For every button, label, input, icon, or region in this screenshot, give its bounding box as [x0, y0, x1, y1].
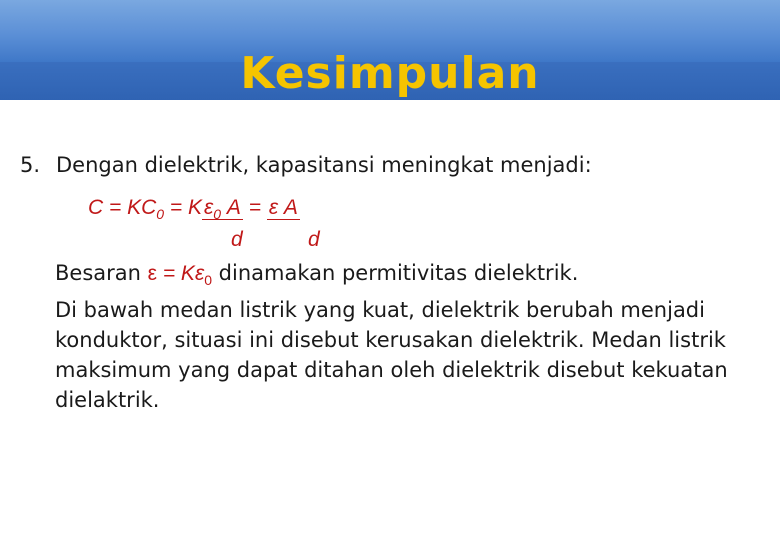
point-number: 5.: [20, 153, 41, 177]
fraction-1: [202, 196, 243, 222]
fraction-2: [267, 196, 300, 220]
formula-equals: =: [242, 196, 267, 219]
besaran-equals: = K: [157, 262, 195, 285]
point-5: [20, 150, 760, 180]
slide-title: Kesimpulan: [240, 48, 540, 99]
fraction-2-area: A: [278, 196, 298, 219]
besaran-sub: 0: [204, 272, 212, 289]
fraction-2-denominator: d: [308, 228, 320, 251]
fraction-1-area: A: [221, 196, 241, 219]
fraction-1-denominator: d: [231, 228, 243, 251]
explanation-block: [55, 258, 755, 415]
point-line: [20, 150, 760, 180]
besaran-prefix: Besaran: [55, 261, 148, 285]
formula-part1: C = KC: [88, 196, 157, 219]
fraction-2-numerator: [267, 196, 300, 220]
epsilon-symbol-4: ε: [194, 262, 205, 285]
point-text: Dengan dielektrik, kapasitansi meningkat menjadi:: [56, 153, 592, 177]
epsilon-symbol-3: ε: [147, 262, 157, 285]
besaran-line: [55, 258, 755, 295]
epsilon-symbol: ε: [204, 196, 214, 219]
epsilon-symbol-2: ε: [268, 196, 279, 219]
capacitance-formula: [88, 196, 300, 222]
formula-part2: = K: [164, 196, 203, 219]
fraction-1-numerator: [202, 196, 243, 223]
formula-sub1: 0: [156, 206, 165, 223]
besaran-suffix: dinamakan permitivitas dielektrik.: [211, 261, 579, 285]
breakdown-paragraph: Di bawah medan listrik yang kuat, dielektrik berubah menjadi konduktor, situasi ini disebut kerusakan dielektrik. Medan listrik maksimum yang dapat ditahan oleh dielektrik disebut kekuatan dielaktrik.: [55, 298, 728, 413]
formula-sub2: 0: [213, 206, 222, 223]
